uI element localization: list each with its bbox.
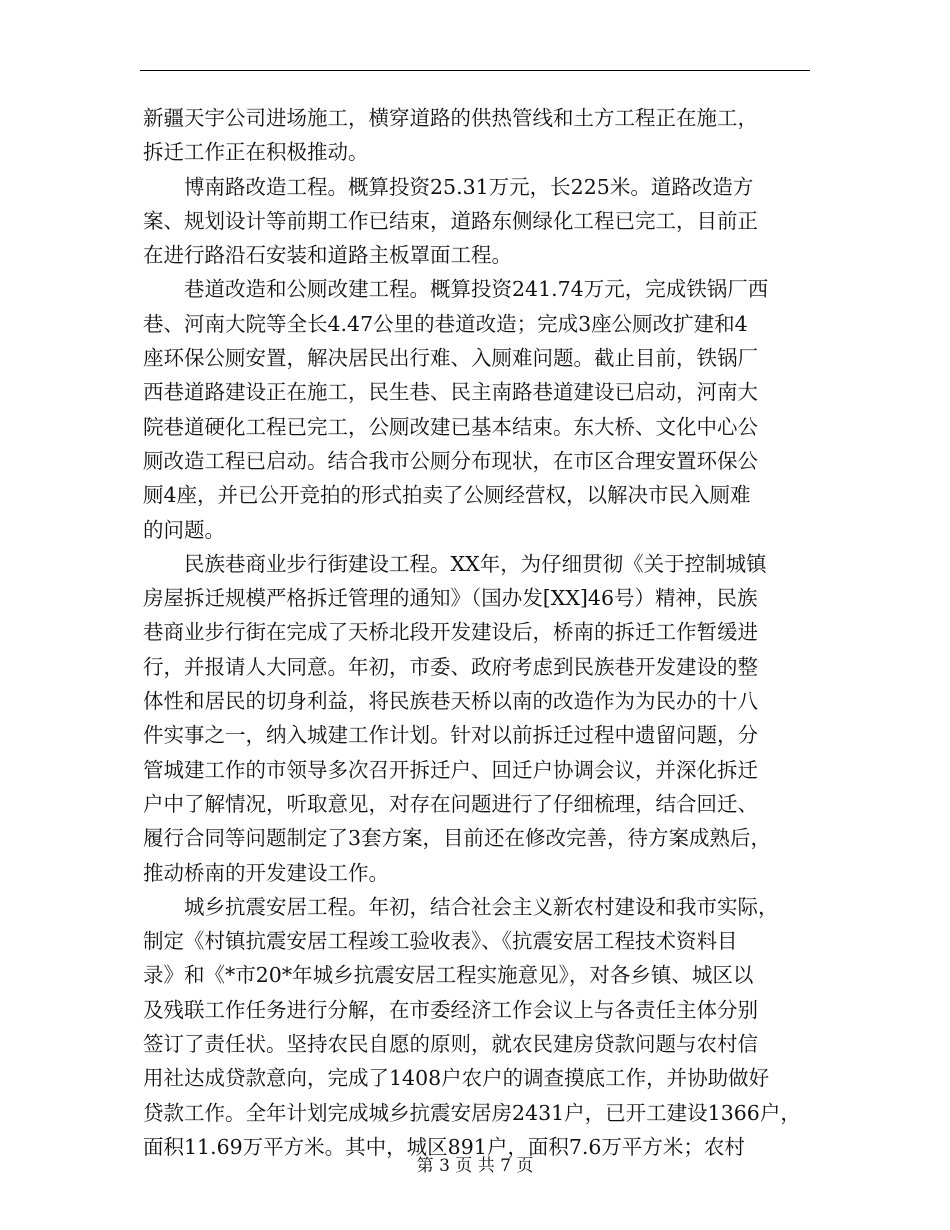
text-line: 行，并报请人大同意。年初，市委、政府考虑到民族巷开发建设的整 bbox=[143, 654, 758, 679]
text-line: 制定《村镇抗震安居工程竣工验收表》、《抗震安居工程技术资料目 bbox=[143, 929, 738, 954]
text-line: 巷道改造和公厕改建工程。概算投资241.74万元，完成铁锅厂西 bbox=[143, 277, 769, 302]
text-line: 签订了责任状。坚持农民自愿的原则，就农民建房贷款问题与农村信 bbox=[143, 1032, 758, 1057]
text-line: 的问题。 bbox=[143, 517, 225, 542]
text-line: 在进行路沿石安装和道路主板罩面工程。 bbox=[143, 243, 512, 268]
text-line: 巷商业步行街在完成了天桥北段开发建设后，桥南的拆迁工作暂缓进 bbox=[143, 620, 758, 645]
text-line: 民族巷商业步行街建设工程。XX年，为仔细贯彻《关于控制城镇 bbox=[143, 551, 767, 576]
document-body bbox=[143, 101, 833, 1164]
text-line: 贷款工作。全年计划完成城乡抗震安居房2431户，已开工建设1366户， bbox=[143, 1100, 801, 1125]
text-line: 房屋拆迁规模严格拆迁管理的通知》（国办发[XX]46号）精神，民族 bbox=[143, 586, 758, 611]
text-line: 面积11.69万平方米。其中，城区891户，面积7.6万平方米；农村 bbox=[143, 1134, 745, 1159]
text-line: 座环保公厕安置，解决居民出行难、入厕难问题。截止目前，铁锅厂 bbox=[143, 346, 758, 371]
text-line: 拆迁工作正在积极推动。 bbox=[143, 140, 369, 165]
text-line: 博南路改造工程。概算投资25.31万元，长225米。道路改造方 bbox=[143, 174, 754, 199]
text-line: 用社达成贷款意向，完成了1408户农户的调查摸底工作，并协助做好 bbox=[143, 1066, 770, 1091]
text-line: 西巷道路建设正在施工，民生巷、民主南路巷道建设已启动，河南大 bbox=[143, 380, 758, 405]
header-rule bbox=[140, 70, 810, 71]
text-line: 户中了解情况，听取意见，对存在问题进行了仔细梳理，结合回迁、 bbox=[143, 791, 758, 816]
page-number-footer: 第 3 页 共 7 页 bbox=[416, 1156, 534, 1176]
text-line: 新疆天宇公司进场施工，横穿道路的供热管线和土方工程正在施工， bbox=[143, 106, 758, 130]
text-line: 院巷道硬化工程已完工，公厕改建已基本结束。东大桥、文化中心公 bbox=[143, 414, 758, 439]
text-line: 厕改造工程已启动。结合我市公厕分布现状，在市区合理安置环保公 bbox=[143, 448, 758, 473]
text-line: 录》和《*市20*年城乡抗震安居工程实施意见》，对各乡镇、城区以 bbox=[143, 963, 754, 988]
text-line: 巷、河南大院等全长4.47公里的巷道改造；完成3座公厕改扩建和4 bbox=[143, 311, 748, 336]
text-line: 推动桥南的开发建设工作。 bbox=[143, 860, 389, 885]
text-line: 案、规划设计等前期工作已结束，道路东侧绿化工程已完工，目前正 bbox=[143, 208, 758, 233]
text-line: 件实事之一，纳入城建工作计划。针对以前拆迁过程中遗留问题，分 bbox=[143, 723, 758, 748]
text-line: 管城建工作的市领导多次召开拆迁户、回迁户协调会议，并深化拆迁 bbox=[143, 757, 758, 782]
text-line: 及残联工作任务进行分解，在市委经济工作会议上与各责任主体分别 bbox=[143, 997, 758, 1022]
text-line: 体性和居民的切身利益，将民族巷天桥以南的改造作为为民办的十八 bbox=[143, 689, 758, 714]
text-line: 城乡抗震安居工程。年初，结合社会主义新农村建设和我市实际， bbox=[143, 894, 779, 919]
text-line: 厕4座，并已公开竞拍的形式拍卖了公厕经营权，以解决市民入厕难 bbox=[143, 483, 751, 508]
text-line: 履行合同等问题制定了3套方案，目前还在修改完善，待方案成熟后， bbox=[143, 826, 772, 851]
